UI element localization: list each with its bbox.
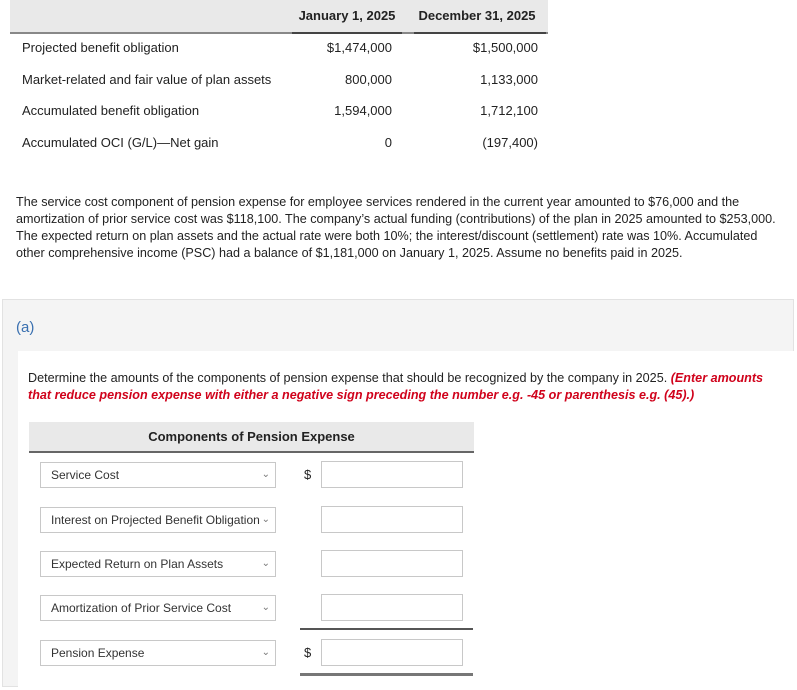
dollar-sign: $ [304,645,312,660]
amount-input-1[interactable] [321,461,463,488]
instruction-note: (Enter amounts that reduce pension expense with either a negative sign preceding the number e.g. -45 or parenthesis e.g. (45).) [28,371,764,402]
table-header [10,0,548,34]
row-value-jan: 0 [384,135,392,150]
amount-input-4[interactable] [321,594,463,621]
row-value-jan: 1,594,000 [334,103,392,118]
component-select-1[interactable] [40,462,276,488]
table-row [10,100,548,122]
row-value-jan: $1,474,000 [326,40,392,55]
subtotal-rule [300,628,473,630]
select-value: Pension Expense [51,646,145,660]
chevron-down-icon: ⌄ [261,469,270,480]
total-double-rule [300,673,473,676]
column-header-dec: December 31, 2025 [408,0,546,32]
column-header-jan: January 1, 2025 [292,0,402,32]
component-select-3[interactable] [40,551,276,577]
components-title: Components of Pension Expense [148,429,355,444]
part-a-instructions [28,370,788,404]
table-row [10,37,548,59]
amount-input-2[interactable] [321,506,463,533]
select-value: Amortization of Prior Service Cost [51,601,232,615]
components-header [29,422,474,453]
instruction-text: Determine the amounts of the components of pension expense that should be recognized by the company in 2025. [28,371,671,385]
amount-input-total[interactable] [321,639,463,666]
row-label: Accumulated OCI (G/L)—Net gain [22,135,219,150]
select-value: Expected Return on Plan Assets [51,557,224,571]
component-select-5[interactable] [40,640,276,666]
select-value: Interest on Projected Benefit Obligation [51,513,260,527]
row-value-dec: 1,133,000 [480,72,538,87]
dollar-sign: $ [304,467,312,482]
row-label: Market-related and fair value of plan assets [22,72,272,87]
row-value-dec: $1,500,000 [472,40,538,55]
chevron-down-icon: ⌄ [261,602,270,613]
table-row [10,132,548,154]
table-row [10,69,548,91]
chevron-down-icon: ⌄ [261,647,270,658]
chevron-down-icon: ⌄ [261,558,270,569]
problem-description: The service cost component of pension expense for employee services rendered in the current year amounted to $76,000 and the amortization of prior service cost was $118,100. The company’s actual funding (contributions) of the plan in 2025 amounted to $253,000. The expected return on plan assets and the actual rate were both 10%; the interest/discount (settlement) rate was 10%. Accumulated other comprehensive income (PSC) had a balance of $1,181,000 on January 1, 2025. Assume no benefits paid in 2025. [16,195,776,260]
select-value: Service Cost [51,468,120,482]
row-value-jan: 800,000 [345,72,392,87]
part-label: (a) [16,319,35,336]
row-label: Projected benefit obligation [22,40,179,55]
row-value-dec: (197,400) [482,135,538,150]
component-select-2[interactable] [40,507,276,533]
component-select-4[interactable] [40,595,276,621]
chevron-down-icon: ⌄ [261,514,270,525]
amount-input-3[interactable] [321,550,463,577]
row-label: Accumulated benefit obligation [22,103,200,118]
row-value-dec: 1,712,100 [480,103,538,118]
